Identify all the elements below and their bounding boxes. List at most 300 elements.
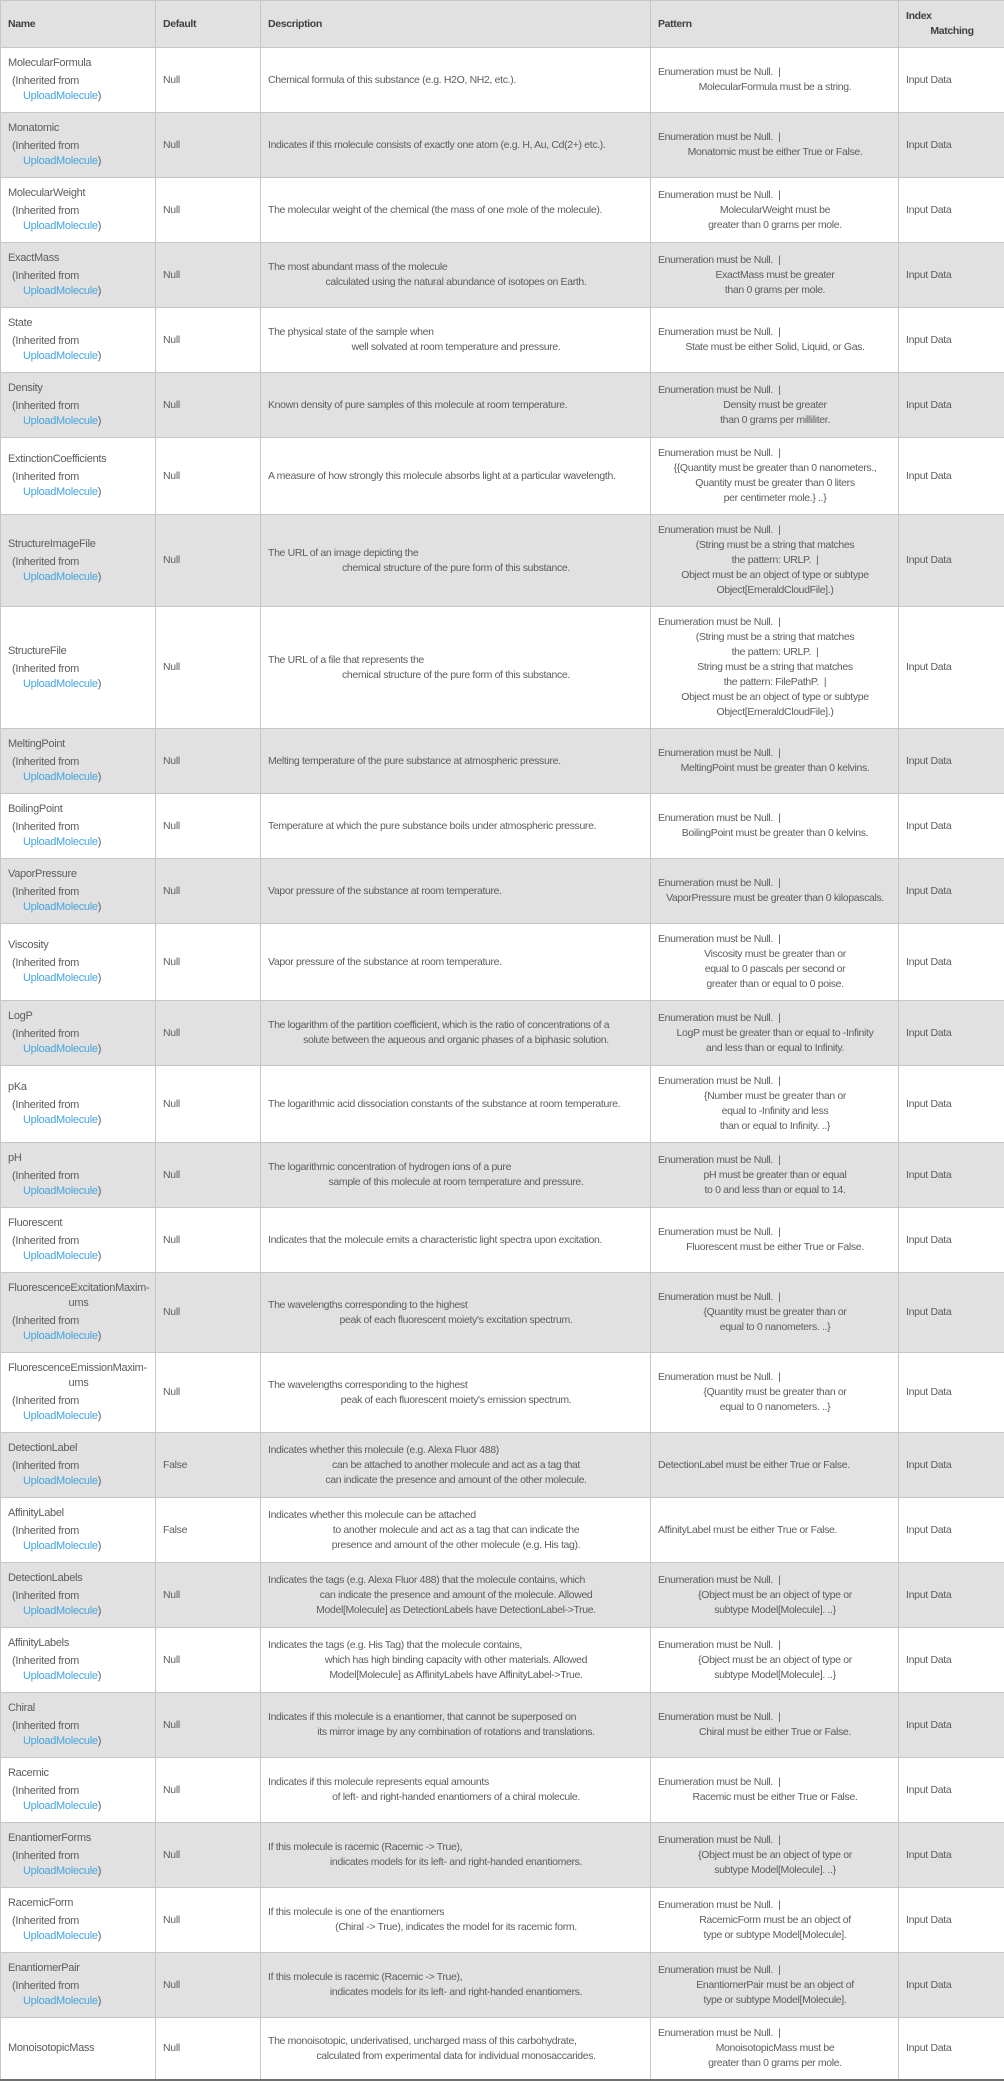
text-line: Enumeration must be Null. |: [658, 1710, 892, 1725]
field-name-cell: [1, 1498, 156, 1563]
text-line: MeltingPoint must be greater than 0 kelvins.: [658, 761, 892, 776]
text-line: than 0 grams per mole.: [658, 283, 892, 298]
inherited-from: [8, 1459, 149, 1489]
default-cell: [156, 1208, 261, 1273]
inherited-suffix: ): [98, 220, 101, 232]
description-cell: [261, 373, 651, 438]
upload-molecule-link[interactable]: UploadMolecule: [23, 1410, 98, 1422]
text-line: subtype Model[Molecule]. ..}: [658, 1668, 892, 1683]
inherited-suffix: ): [98, 350, 101, 362]
inherited-suffix: ): [98, 1865, 101, 1877]
upload-molecule-link[interactable]: UploadMolecule: [23, 1800, 98, 1812]
inherited-from: [8, 885, 149, 915]
text-line: the pattern: URLP. |: [658, 553, 892, 568]
index-matching-cell: [899, 1066, 1004, 1143]
text-line: chemical structure of the pure form of this substance.: [268, 668, 644, 683]
text-line: (Inherited from: [8, 885, 149, 900]
text-line: Enumeration must be Null. |: [658, 811, 892, 826]
text-line: subtype Model[Molecule]. ..}: [658, 1863, 892, 1878]
upload-molecule-link[interactable]: UploadMolecule: [23, 90, 98, 102]
default-value: Null: [163, 333, 254, 348]
text-line: greater than 0 grams per mole.: [658, 218, 892, 233]
text-line: to another molecule and act as a tag that can indicate the: [268, 1523, 644, 1538]
pattern-cell: [651, 859, 899, 924]
text-line: Enumeration must be Null. |: [658, 523, 892, 538]
text-line: DetectionLabels: [8, 1571, 149, 1586]
text-line: (Chiral -> True), indicates the model for its racemic form.: [268, 1920, 644, 1935]
inherited-link-line: [8, 677, 149, 692]
index-matching-value: Input Data: [906, 469, 998, 484]
inherited-link-line: [8, 1734, 149, 1749]
text-line: Enumeration must be Null. |: [658, 1775, 892, 1790]
index-matching-value: Input Data: [906, 203, 998, 218]
inherited-from: [8, 1234, 149, 1264]
inherited-suffix: ): [98, 1930, 101, 1942]
text-line: MonoisotopicMass: [8, 2041, 149, 2056]
index-matching-cell: [899, 178, 1004, 243]
text-line: MolecularFormula: [8, 56, 149, 71]
default-cell: [156, 1628, 261, 1693]
default-cell: [156, 1001, 261, 1066]
description-cell: [261, 1953, 651, 2018]
text-line: Pattern: [658, 17, 892, 32]
pattern-cell: [651, 1143, 899, 1208]
index-matching-cell: [899, 1001, 1004, 1066]
index-matching-cell: [899, 924, 1004, 1001]
inherited-from: [8, 269, 149, 299]
description-cell: [261, 1888, 651, 1953]
table-row: [1, 1353, 1004, 1433]
text-line: than or equal to Infinity. ..}: [658, 1119, 892, 1134]
text-line: (Inherited from: [8, 1394, 149, 1409]
text-line: (Inherited from: [8, 269, 149, 284]
text-line: chemical structure of the pure form of this substance.: [268, 561, 644, 576]
inherited-from: [8, 555, 149, 585]
text-line: (Inherited from: [8, 1098, 149, 1113]
field-name-cell: [1, 924, 156, 1001]
field-name-cell: [1, 729, 156, 794]
field-name-cell: [1, 373, 156, 438]
upload-molecule-link[interactable]: UploadMolecule: [23, 155, 98, 167]
index-matching-value: Input Data: [906, 1026, 998, 1041]
text-line: If this molecule is racemic (Racemic -> True),: [268, 1840, 644, 1855]
default-cell: [156, 1433, 261, 1498]
text-line: The molecular weight of the chemical (the mass of one mole of the molecule).: [268, 203, 644, 218]
default-value: False: [163, 1523, 254, 1538]
inherited-from: [8, 139, 149, 169]
text-line: Chiral must be either True or False.: [658, 1725, 892, 1740]
index-matching-cell: [899, 729, 1004, 794]
pattern-cell: [651, 2018, 899, 2081]
description-cell: [261, 308, 651, 373]
pattern-cell: [651, 794, 899, 859]
inherited-from: [8, 1979, 149, 2009]
upload-molecule-link[interactable]: UploadMolecule: [23, 220, 98, 232]
upload-molecule-link[interactable]: UploadMolecule: [23, 836, 98, 848]
table-row: [1, 1143, 1004, 1208]
description-cell: [261, 1628, 651, 1693]
upload-molecule-link[interactable]: UploadMolecule: [23, 678, 98, 690]
column-header-index-matching: [899, 1, 1004, 48]
index-matching-cell: [899, 1888, 1004, 1953]
table-row: [1, 1758, 1004, 1823]
upload-molecule-link[interactable]: UploadMolecule: [23, 1865, 98, 1877]
upload-molecule-link[interactable]: UploadMolecule: [23, 1735, 98, 1747]
index-matching-cell: [899, 438, 1004, 515]
text-line: Indicates whether this molecule (e.g. Alexa Fluor 488): [268, 1443, 644, 1458]
upload-molecule-link[interactable]: UploadMolecule: [23, 1605, 98, 1617]
field-name-cell: [1, 794, 156, 859]
inherited-suffix: ): [98, 486, 101, 498]
field-name-cell: [1, 438, 156, 515]
default-value: Null: [163, 1385, 254, 1400]
text-line: Viscosity: [8, 938, 149, 953]
text-line: Enumeration must be Null. |: [658, 446, 892, 461]
inherited-suffix: ): [98, 1735, 101, 1747]
text-line: DetectionLabel must be either True or False.: [658, 1458, 892, 1473]
table-row: [1, 1001, 1004, 1066]
text-line: can indicate the presence and amount of the other molecule.: [268, 1473, 644, 1488]
text-line: Vapor pressure of the substance at room temperature.: [268, 955, 644, 970]
pattern-cell: [651, 1273, 899, 1353]
text-line: {{Quantity must be greater than 0 nanometers.,: [658, 461, 892, 476]
text-line: Indicates that the molecule emits a characteristic light spectra upon excitation.: [268, 1233, 644, 1248]
description-cell: [261, 1433, 651, 1498]
text-line: The wavelengths corresponding to the highest: [268, 1298, 644, 1313]
text-line: pH must be greater than or equal: [658, 1168, 892, 1183]
upload-molecule-link[interactable]: UploadMolecule: [23, 1043, 98, 1055]
index-matching-value: Input Data: [906, 138, 998, 153]
index-matching-cell: [899, 1758, 1004, 1823]
upload-molecule-link[interactable]: UploadMolecule: [23, 1930, 98, 1942]
text-line: (Inherited from: [8, 1784, 149, 1799]
default-value: Null: [163, 1305, 254, 1320]
inherited-from: [8, 1719, 149, 1749]
index-matching-cell: [899, 1208, 1004, 1273]
text-line: Enumeration must be Null. |: [658, 932, 892, 947]
description-cell: [261, 2018, 651, 2081]
index-matching-value: Input Data: [906, 754, 998, 769]
table-row: [1, 794, 1004, 859]
pattern-cell: [651, 48, 899, 113]
index-matching-value: Input Data: [906, 73, 998, 88]
pattern-cell: [651, 1208, 899, 1273]
default-cell: [156, 243, 261, 308]
index-matching-value: Input Data: [906, 1718, 998, 1733]
pattern-cell: [651, 178, 899, 243]
default-value: Null: [163, 553, 254, 568]
text-line: AffinityLabel must be either True or False.: [658, 1523, 892, 1538]
text-line: calculated using the natural abundance of isotopes on Earth.: [268, 275, 644, 290]
inherited-suffix: ): [98, 771, 101, 783]
column-header-pattern: [651, 1, 899, 48]
text-line: Enumeration must be Null. |: [658, 1638, 892, 1653]
index-matching-value: Input Data: [906, 1588, 998, 1603]
text-line: indicates models for its left- and right-handed enantiomers.: [268, 1985, 644, 2000]
inherited-suffix: ): [98, 571, 101, 583]
text-line: sample of this molecule at room temperature and pressure.: [268, 1175, 644, 1190]
inherited-from: [8, 820, 149, 850]
text-line: (Inherited from: [8, 956, 149, 971]
text-line: Enumeration must be Null. |: [658, 130, 892, 145]
text-line: (Inherited from: [8, 1849, 149, 1864]
index-matching-value: Input Data: [906, 1168, 998, 1183]
text-line: peak of each fluorescent moiety's excitation spectrum.: [268, 1313, 644, 1328]
table-row: [1, 438, 1004, 515]
text-line: ums: [8, 1376, 149, 1391]
inherited-link-line: [8, 1669, 149, 1684]
inherited-suffix: ): [98, 1330, 101, 1342]
upload-molecule-link[interactable]: UploadMolecule: [23, 901, 98, 913]
text-line: equal to 0 nanometers. ..}: [658, 1320, 892, 1335]
upload-molecule-link[interactable]: UploadMolecule: [23, 1185, 98, 1197]
upload-molecule-link[interactable]: UploadMolecule: [23, 972, 98, 984]
index-matching-value: Input Data: [906, 333, 998, 348]
index-matching-cell: [899, 859, 1004, 924]
text-line: Enumeration must be Null. |: [658, 1225, 892, 1240]
default-value: Null: [163, 1653, 254, 1668]
inherited-from: [8, 204, 149, 234]
description-cell: [261, 178, 651, 243]
text-line: Quantity must be greater than 0 liters: [658, 476, 892, 491]
text-line: Melting temperature of the pure substance at atmospheric pressure.: [268, 754, 644, 769]
text-line: If this molecule is one of the enantiomers: [268, 1905, 644, 1920]
index-matching-cell: [899, 794, 1004, 859]
text-line: presence and amount of the other molecule (e.g. His tag).: [268, 1538, 644, 1553]
text-line: The logarithmic acid dissociation constants of the substance at room temperature.: [268, 1097, 644, 1112]
pattern-cell: [651, 1628, 899, 1693]
index-matching-cell: [899, 1433, 1004, 1498]
pattern-cell: [651, 607, 899, 729]
text-line: can indicate the presence and amount of the molecule. Allowed: [268, 1588, 644, 1603]
upload-molecule-link[interactable]: UploadMolecule: [23, 1330, 98, 1342]
inherited-suffix: ): [98, 1185, 101, 1197]
default-value: Null: [163, 398, 254, 413]
text-line: Indicates if this molecule consists of exactly one atom (e.g. H, Au, Cd(2+) etc.).: [268, 138, 644, 153]
table-row: [1, 243, 1004, 308]
table-row: [1, 1888, 1004, 1953]
text-line: of left- and right-handed enantiomers of a chiral molecule.: [268, 1790, 644, 1805]
text-line: equal to -Infinity and less: [658, 1104, 892, 1119]
text-line: The logarithm of the partition coefficient, which is the ratio of concentrations of a: [268, 1018, 644, 1033]
index-matching-cell: [899, 1628, 1004, 1693]
text-line: The monoisotopic, underivatised, uncharged mass of this carbohydrate,: [268, 2034, 644, 2049]
text-line: EnantiomerForms: [8, 1831, 149, 1846]
text-line: {Quantity must be greater than or: [658, 1305, 892, 1320]
text-line: {Quantity must be greater than or: [658, 1385, 892, 1400]
index-matching-cell: [899, 1353, 1004, 1433]
upload-molecule-link[interactable]: UploadMolecule: [23, 1670, 98, 1682]
text-line: Viscosity must be greater than or: [658, 947, 892, 962]
text-line: StructureFile: [8, 644, 149, 659]
description-cell: [261, 515, 651, 607]
column-header-default: [156, 1, 261, 48]
text-line: solute between the aqueous and organic phases of a biphasic solution.: [268, 1033, 644, 1048]
text-line: Enumeration must be Null. |: [658, 1898, 892, 1913]
field-name-cell: [1, 243, 156, 308]
index-matching-cell: [899, 1693, 1004, 1758]
text-line: (Inherited from: [8, 1979, 149, 1994]
default-value: Null: [163, 1913, 254, 1928]
text-line: (Inherited from: [8, 555, 149, 570]
inherited-link-line: [8, 1409, 149, 1424]
default-value: Null: [163, 754, 254, 769]
text-line: BoilingPoint: [8, 802, 149, 817]
pattern-cell: [651, 373, 899, 438]
inherited-from: [8, 1914, 149, 1944]
text-line: and less than or equal to Infinity.: [658, 1041, 892, 1056]
table-row: [1, 1693, 1004, 1758]
text-line: (Inherited from: [8, 1169, 149, 1184]
description-cell: [261, 1758, 651, 1823]
index-matching-value: Input Data: [906, 1305, 998, 1320]
text-line: Vapor pressure of the substance at room temperature.: [268, 884, 644, 899]
upload-molecule-link[interactable]: UploadMolecule: [23, 1114, 98, 1126]
upload-molecule-link[interactable]: UploadMolecule: [23, 415, 98, 427]
index-matching-value: Input Data: [906, 2041, 998, 2056]
text-line: (Inherited from: [8, 662, 149, 677]
inherited-link-line: [8, 1604, 149, 1619]
text-line: LogP: [8, 1009, 149, 1024]
inherited-link-line: [8, 570, 149, 585]
pattern-cell: [651, 729, 899, 794]
default-cell: [156, 515, 261, 607]
text-line: Racemic: [8, 1766, 149, 1781]
inherited-from: [8, 662, 149, 692]
text-line: Enumeration must be Null. |: [658, 188, 892, 203]
upload-molecule-link[interactable]: UploadMolecule: [23, 571, 98, 583]
text-line: the pattern: URLP. |: [658, 645, 892, 660]
index-matching-value: Input Data: [906, 553, 998, 568]
text-line: Racemic must be either True or False.: [658, 1790, 892, 1805]
text-line: State: [8, 316, 149, 331]
inherited-link-line: [8, 1329, 149, 1344]
default-cell: [156, 113, 261, 178]
pattern-cell: [651, 1001, 899, 1066]
index-matching-value: Input Data: [906, 1385, 998, 1400]
text-line: Enumeration must be Null. |: [658, 1074, 892, 1089]
index-matching-cell: [899, 48, 1004, 113]
field-name-cell: [1, 1353, 156, 1433]
text-line: type or subtype Model[Molecule].: [658, 1928, 892, 1943]
pattern-cell: [651, 113, 899, 178]
text-line: AffinityLabel: [8, 1506, 149, 1521]
default-value: Null: [163, 73, 254, 88]
text-line: Known density of pure samples of this molecule at room temperature.: [268, 398, 644, 413]
text-line: Object must be an object of type or subtype: [658, 690, 892, 705]
field-name-cell: [1, 1693, 156, 1758]
inherited-from: [8, 470, 149, 500]
text-line: Enumeration must be Null. |: [658, 615, 892, 630]
text-line: the pattern: FilePathP. |: [658, 675, 892, 690]
description-cell: [261, 113, 651, 178]
text-line: Matching: [906, 24, 998, 39]
inherited-link-line: [8, 770, 149, 785]
upload-molecule-link[interactable]: UploadMolecule: [23, 285, 98, 297]
table-row: [1, 1628, 1004, 1693]
table-row: [1, 1273, 1004, 1353]
index-matching-value: Input Data: [906, 1653, 998, 1668]
text-line: Enumeration must be Null. |: [658, 65, 892, 80]
field-name-cell: [1, 1628, 156, 1693]
text-line: Object must be an object of type or subtype: [658, 568, 892, 583]
text-line: Enumeration must be Null. |: [658, 1011, 892, 1026]
upload-molecule-link[interactable]: UploadMolecule: [23, 771, 98, 783]
upload-molecule-link[interactable]: UploadMolecule: [23, 1475, 98, 1487]
text-line: Default: [163, 17, 254, 32]
text-line: peak of each fluorescent moiety's emission spectrum.: [268, 1393, 644, 1408]
index-matching-value: Input Data: [906, 1523, 998, 1538]
text-line: (String must be a string that matches: [658, 630, 892, 645]
inherited-link-line: [8, 835, 149, 850]
inherited-link-line: [8, 1799, 149, 1814]
text-line: The URL of a file that represents the: [268, 653, 644, 668]
upload-molecule-link[interactable]: UploadMolecule: [23, 486, 98, 498]
default-value: Null: [163, 660, 254, 675]
table-row: [1, 48, 1004, 113]
inherited-from: [8, 956, 149, 986]
description-cell: [261, 924, 651, 1001]
default-cell: [156, 308, 261, 373]
text-line: type or subtype Model[Molecule].: [658, 1993, 892, 2008]
description-cell: [261, 1208, 651, 1273]
upload-molecule-link[interactable]: UploadMolecule: [23, 1250, 98, 1262]
inherited-suffix: ): [98, 415, 101, 427]
text-line: VaporPressure must be greater than 0 kilopascals.: [658, 891, 892, 906]
upload-molecule-link[interactable]: UploadMolecule: [23, 1540, 98, 1552]
text-line: equal to 0 nanometers. ..}: [658, 1400, 892, 1415]
field-name-cell: [1, 1143, 156, 1208]
text-line: BoilingPoint must be greater than 0 kelvins.: [658, 826, 892, 841]
inherited-suffix: ): [98, 836, 101, 848]
inherited-link-line: [8, 284, 149, 299]
inherited-link-line: [8, 485, 149, 500]
inherited-suffix: ): [98, 1475, 101, 1487]
default-cell: [156, 1273, 261, 1353]
default-value: Null: [163, 138, 254, 153]
upload-molecule-link[interactable]: UploadMolecule: [23, 1995, 98, 2007]
text-line: can be attached to another molecule and act as a tag that: [268, 1458, 644, 1473]
text-line: {Object must be an object of type or: [658, 1588, 892, 1603]
table-body: [1, 48, 1004, 2081]
table-row: [1, 1823, 1004, 1888]
index-matching-value: Input Data: [906, 1233, 998, 1248]
upload-molecule-link[interactable]: UploadMolecule: [23, 350, 98, 362]
column-header-name: [1, 1, 156, 48]
inherited-suffix: ): [98, 1605, 101, 1617]
text-line: RacemicForm: [8, 1896, 149, 1911]
text-line: (Inherited from: [8, 755, 149, 770]
field-name-cell: [1, 1433, 156, 1498]
inherited-link-line: [8, 1929, 149, 1944]
description-cell: [261, 1066, 651, 1143]
text-line: ExactMass must be greater: [658, 268, 892, 283]
description-cell: [261, 1563, 651, 1628]
default-cell: [156, 1693, 261, 1758]
field-name-cell: [1, 1563, 156, 1628]
pattern-cell: [651, 1433, 899, 1498]
index-matching-value: Input Data: [906, 398, 998, 413]
index-matching-cell: [899, 373, 1004, 438]
pattern-cell: [651, 1823, 899, 1888]
text-line: than 0 grams per milliliter.: [658, 413, 892, 428]
description-cell: [261, 243, 651, 308]
default-value: Null: [163, 884, 254, 899]
index-matching-cell: [899, 1563, 1004, 1628]
text-line: (Inherited from: [8, 139, 149, 154]
text-line: ExactMass: [8, 251, 149, 266]
pattern-cell: [651, 1758, 899, 1823]
